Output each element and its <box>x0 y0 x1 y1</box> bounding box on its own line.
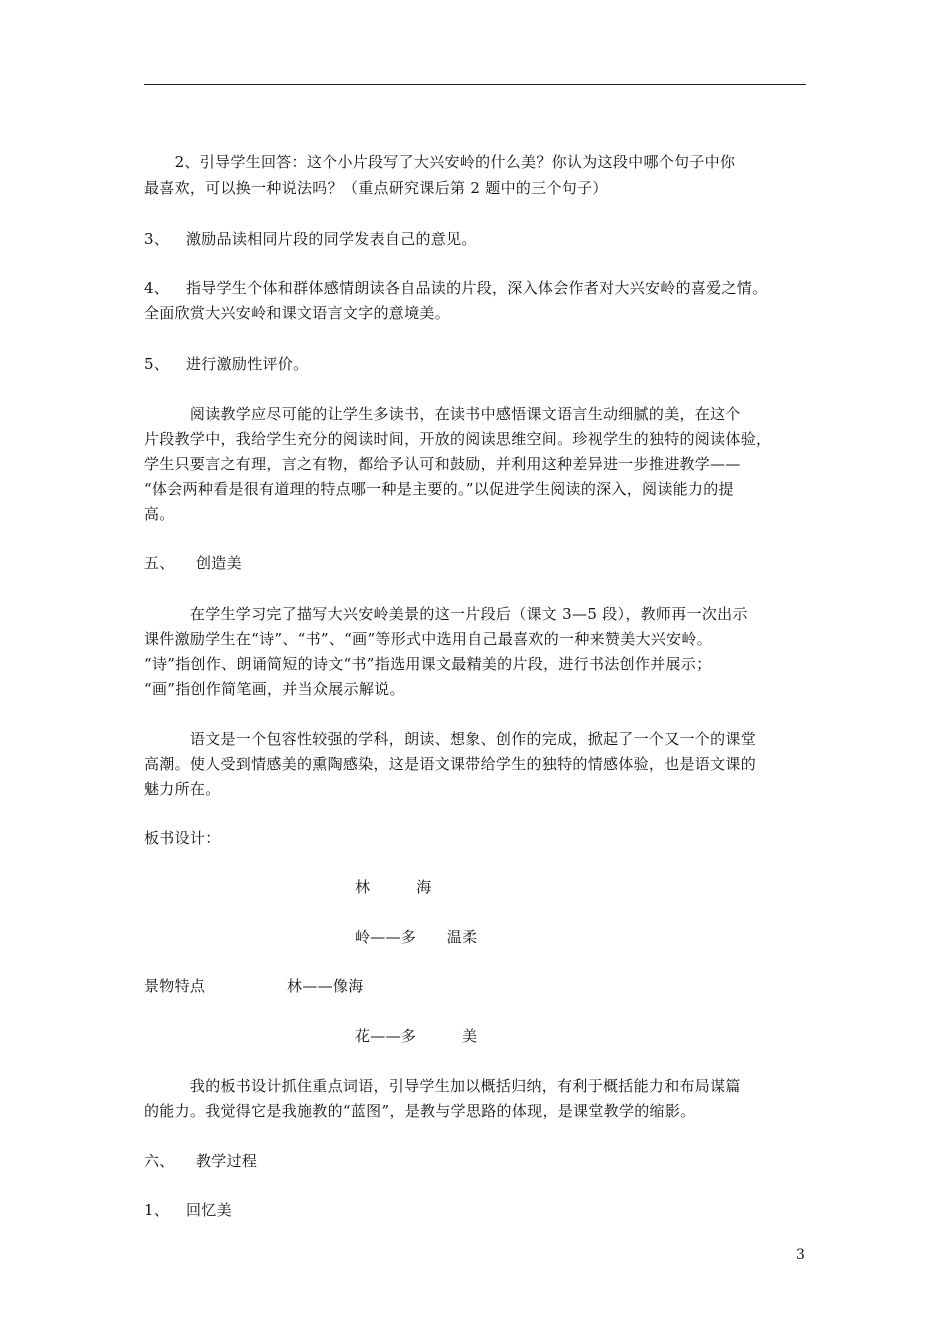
list-item-4-line-2: 全面欣赏大兴安岭和课文语言文字的意境美。 <box>144 304 451 322</box>
list-item-5-number: 5、 <box>144 355 170 373</box>
paragraph-2-line-2: 最喜欢，可以换一种说法吗？（重点研究课后第 2 题中的三个句子） <box>144 179 608 197</box>
page-number: 3 <box>796 1247 805 1263</box>
board-row-3-label: 景物特点 <box>144 977 206 995</box>
create-paragraph-line-1: 在学生学习完了描写大兴安岭美景的这一片段后（课文 3—5 段），教师再一次出示 <box>144 605 748 623</box>
board-row-1: 林 海 <box>355 878 432 896</box>
reading-paragraph-line-4: “体会两种看是很有道理的特点哪一种是主要的。”以促进学生阅读的深入，阅读能力的提 <box>144 480 734 498</box>
chinese-paragraph-line-1: 语文是一个包容性较强的学科，朗读、想象、创作的完成，掀起了一个又一个的课堂 <box>144 730 757 748</box>
section-6-title: 教学过程 <box>196 1152 258 1170</box>
list-item-1 <box>144 1200 232 1221</box>
list-item-3-number: 3、 <box>144 230 170 248</box>
board-row-3-content: 林——像海 <box>287 977 364 995</box>
list-item-1-number: 1、 <box>144 1201 170 1219</box>
board-design-title: 板书设计： <box>144 829 221 847</box>
section-5-title: 创造美 <box>196 554 242 572</box>
section-6-number: 六、 <box>144 1152 175 1170</box>
list-item-4 <box>144 278 767 299</box>
design-paragraph-line-1: 我的板书设计抓住重点词语，引导学生加以概括归纳，有利于概括能力和布局谋篇 <box>144 1077 741 1095</box>
section-5-number: 五、 <box>144 554 175 572</box>
paragraph-2-line-1: 2、引导学生回答：这个小片段写了大兴安岭的什么美？你认为这段中哪个句子中你 <box>144 153 736 171</box>
header-rule <box>144 84 806 85</box>
create-paragraph-line-4: “画”指创作简笔画，并当众展示解说。 <box>144 680 405 698</box>
list-item-1-text: 回忆美 <box>186 1201 232 1219</box>
list-item-5 <box>144 354 308 375</box>
list-item-4-text: 指导学生个体和群体感情朗读各自品读的片段，深入体会作者对大兴安岭的喜爱之情。 <box>186 279 768 297</box>
reading-paragraph-line-3: 学生只要言之有理，言之有物，都给予认可和鼓励，并利用这种差异进一步推进教学—— <box>144 455 741 473</box>
chinese-paragraph-line-2: 高潮。使人受到情感美的熏陶感染，这是语文课带给学生的独特的情感体验，也是语文课的 <box>144 755 757 773</box>
board-row-2: 岭——多 温柔 <box>355 928 478 946</box>
reading-paragraph-line-2: 片段教学中，我给学生充分的阅读时间，开放的阅读思维空间。珍视学生的独特的阅读体验， <box>144 430 772 448</box>
board-row-4: 花——多 美 <box>355 1027 478 1045</box>
design-paragraph-line-2: 的能力。我觉得它是我施教的“蓝图”，是教与学思路的体现，是课堂教学的缩影。 <box>144 1102 696 1120</box>
list-item-3-text: 激励品读相同片段的同学发表自己的意见。 <box>186 230 477 248</box>
reading-paragraph-line-5: 高。 <box>144 505 175 523</box>
section-5-heading <box>144 553 242 574</box>
list-item-5-text: 进行激励性评价。 <box>186 355 309 373</box>
section-6-heading <box>144 1151 257 1172</box>
reading-paragraph-line-1: 阅读教学应尽可能的让学生多读书，在读书中感悟课文语言生动细腻的美，在这个 <box>144 405 741 423</box>
create-paragraph-line-2: 课件激励学生在“诗”、“书”、“画”等形式中选用自己最喜欢的一种来赞美大兴安岭。 <box>144 630 713 648</box>
list-item-4-number: 4、 <box>144 279 170 297</box>
list-item-3 <box>144 229 477 250</box>
create-paragraph-line-3: “诗”指创作、朗诵简短的诗文“书”指选用课文最精美的片段，进行书法创作并展示； <box>144 655 712 673</box>
chinese-paragraph-line-3: 魅力所在。 <box>144 780 221 798</box>
